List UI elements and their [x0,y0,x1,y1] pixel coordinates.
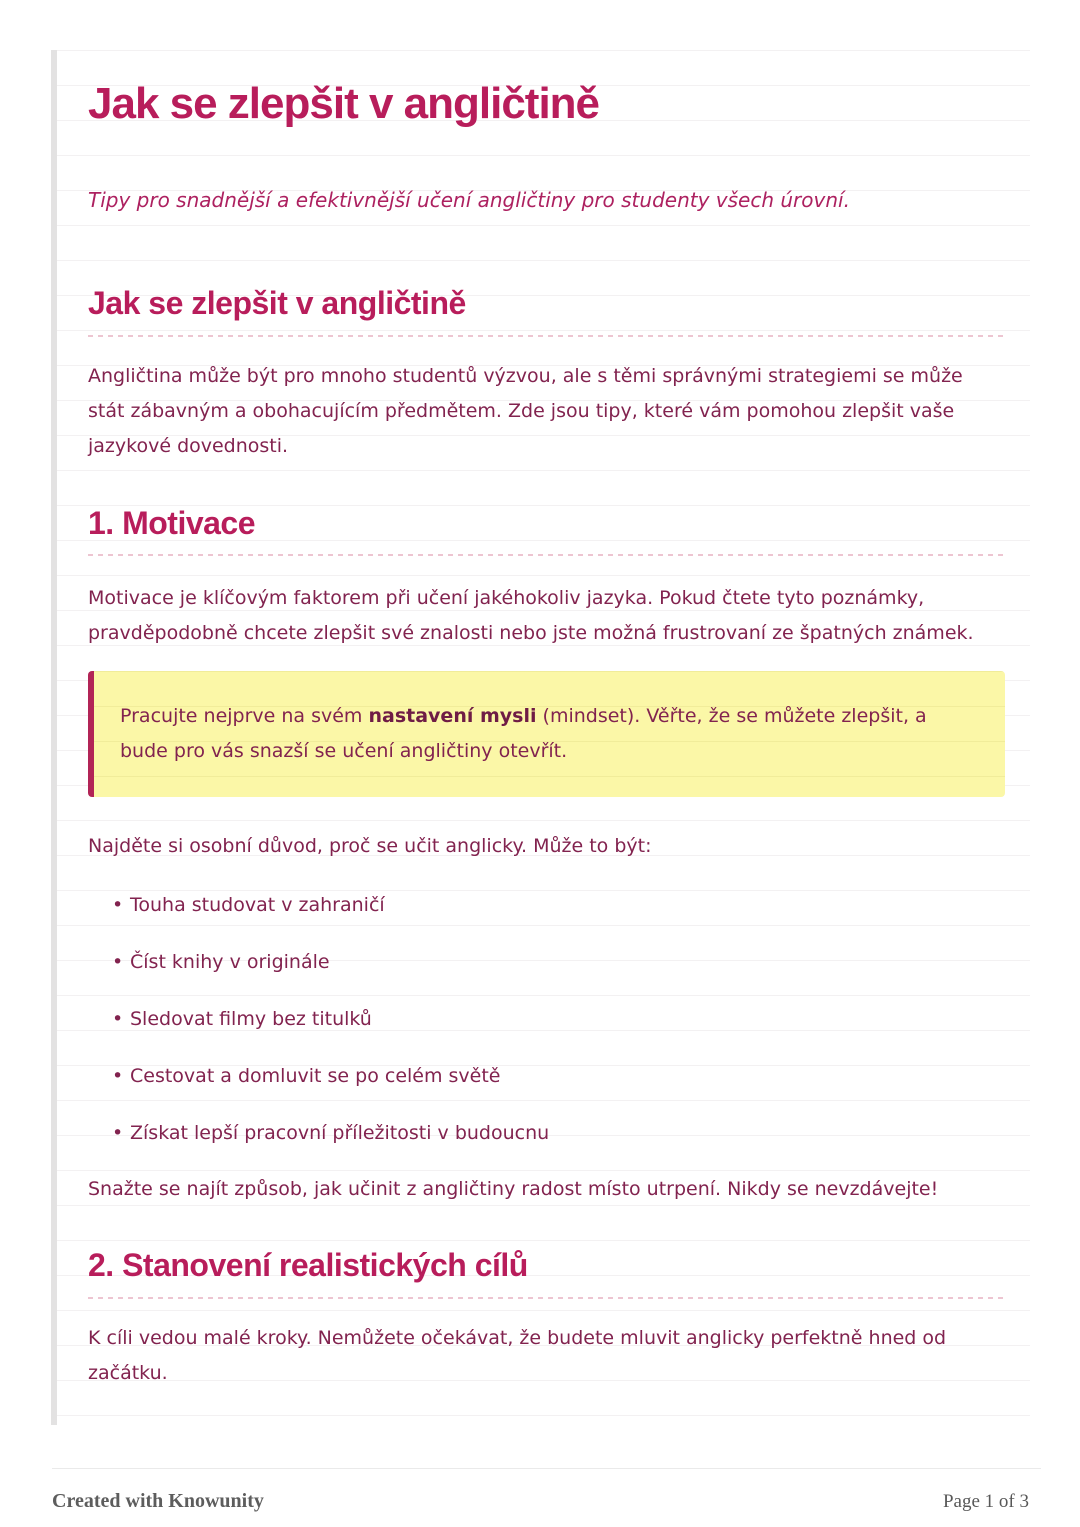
list-item: • Cestovat a domluvit se po celém světě [88,1059,996,1094]
list-intro-paragraph: Najděte si osobní důvod, proč se učit anglicky. Může to být: [88,835,652,858]
callout-bold-phrase: nastavení mysli [368,705,537,728]
list-item: • Sledovat filmy bez titulků [88,1002,996,1037]
list-item: • Touha studovat v zahraničí [88,888,996,923]
cile-paragraph: K cíli vedou malé kroky. Nemůžete očekávat, že budete mluvit anglicky perfektně hned od začátku. [88,1327,947,1385]
notes-paper [51,50,1030,1425]
page-content [57,78,996,1391]
callout-box [88,671,1005,797]
created-with-label: Created with Knowunity [52,1490,264,1512]
intro-paragraph: Angličtina může být pro mnoho studentů výzvou, ale s těmi správnými strategiemi se může stát zábavným a obohacujícím předmětem. Zde jsou tipy, které vám pomohou zlepšit vaše jazykové dovednosti. [88,364,963,457]
section-heading-intro: Jak se zlepšit v angličtině [88,284,466,321]
callout-text [120,699,977,769]
section-heading-motivace: 1. Motivace [88,504,256,541]
page-footer [52,1468,1041,1513]
reasons-list [88,888,996,1151]
section-heading-cile: 2. Stanovení realistických cílů [88,1247,528,1284]
motivace-paragraph: Motivace je klíčovým faktorem při učení jakéhokoliv jazyka. Pokud čtete tyto poznámky, pravděpodobně chcete zlepšit své znalosti nebo jste možná frustrovaní ze špatných známek. [88,587,974,645]
dotted-divider [88,335,1005,337]
list-item: • Získat lepší pracovní příležitosti v budoucnu [88,1116,996,1151]
page-number-label: Page 1 of 3 [942,1491,1029,1512]
doc-title: Jak se zlepšit v angličtině [88,79,600,128]
dotted-divider [88,554,1005,556]
callout-text-after: (mindset). Věřte, že se můžete zlepšit, a bude pro vás snazší se učení angličtiny otevřít. [120,705,927,763]
doc-subtitle: Tipy pro snadnější a efektivnější učení angličtiny pro studenty všech úrovní. [88,187,850,212]
motivace-outro-paragraph: Snažte se najít způsob, jak učinit z angličtiny radost místo utrpení. Nikdy se nevzdávejte! [88,1178,939,1201]
list-item: • Číst knihy v originále [88,945,996,980]
dotted-divider [88,1297,1005,1299]
callout-text-before: Pracujte nejprve na svém [120,705,369,728]
